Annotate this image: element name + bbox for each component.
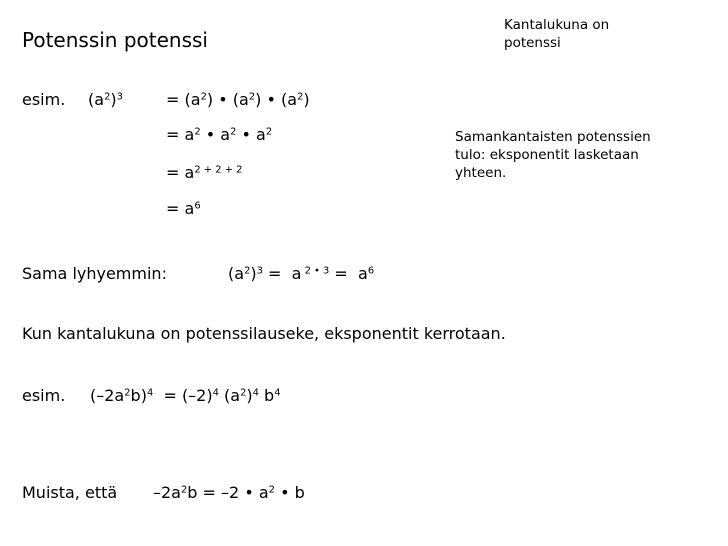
note-side (455, 128, 651, 182)
short-formula: $(a^2)^3 = a$ $^{2 • 3} = a^6$ (228, 264, 375, 283)
rule-text: Kun kantalukuna on potenssilauseke, eksponentit kerrotaan. (22, 324, 506, 343)
note-top-line-2: potenssi (504, 35, 561, 51)
example-1-step-4: = $a^6$ (166, 199, 201, 218)
example-2-formula: $(-2a^2b)^4 = (-2)^4$ $(a^2)^4$ $b^4$ (90, 386, 281, 405)
example-1-label: esim. (22, 90, 66, 109)
remember-label: Muista, että (22, 483, 118, 502)
note-side-line-1: Samankantaisten potenssien (455, 129, 651, 145)
remember-formula: $-2a^2b = -2$ • $a^2$ • b (153, 483, 305, 502)
example-1-step-1: = $(a^2)$ • $(a^2)$ • $(a^2)$ (166, 90, 310, 109)
example-1-step-2: = $a^2$ • $a^2$ • $a^2$ (166, 125, 273, 144)
example-1-step-3: = $a^{2 + 2 + 2}$ (166, 163, 243, 182)
note-side-line-3: yhteen. (455, 165, 507, 181)
example-1-lhs: $(a^2)^3$ (88, 90, 123, 109)
example-2-label: esim. (22, 386, 66, 405)
note-top (504, 16, 609, 52)
note-side-line-2: tulo: eksponentit lasketaan (455, 147, 639, 163)
short-label: Sama lyhyemmin: (22, 264, 167, 283)
note-top-line-1: Kantalukuna on (504, 17, 610, 33)
slide-title: Potenssin potenssi (22, 28, 208, 52)
